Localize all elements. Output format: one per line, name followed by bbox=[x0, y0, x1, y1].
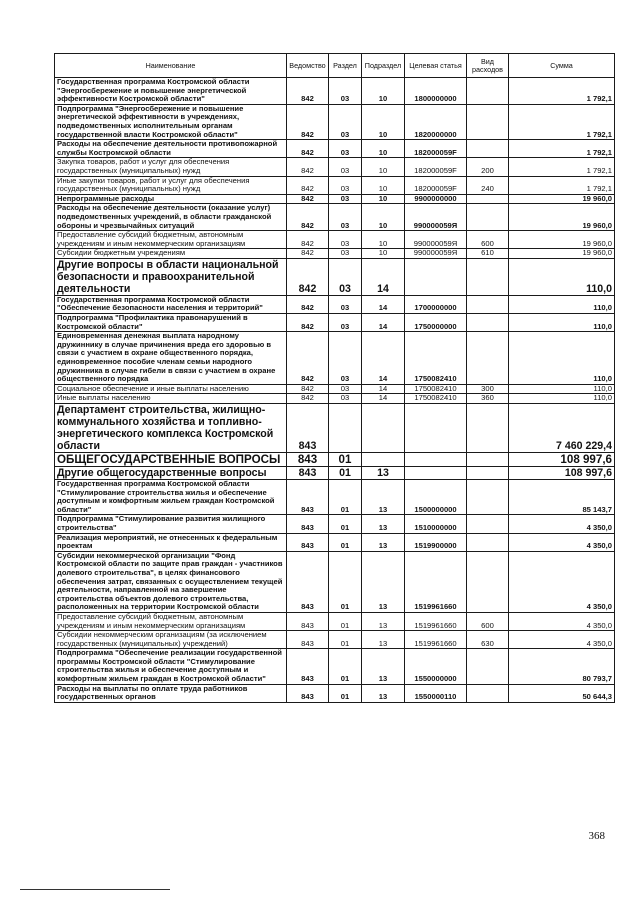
cell-celevaya-statya: 1519961660 bbox=[405, 631, 467, 649]
table-row bbox=[55, 140, 615, 158]
header-celevaya-statya: Целевая статья bbox=[405, 54, 467, 78]
cell-razdel: 01 bbox=[329, 533, 362, 551]
cell-podrazdel: 14 bbox=[362, 314, 405, 332]
cell-podrazdel: 13 bbox=[362, 467, 405, 480]
cell-razdel: 03 bbox=[329, 314, 362, 332]
cell-vedomstvo: 842 bbox=[287, 176, 329, 194]
header-podrazdel: Подраздел bbox=[362, 54, 405, 78]
table-row bbox=[55, 533, 615, 551]
cell-celevaya-statya bbox=[405, 404, 467, 453]
cell-podrazdel: 10 bbox=[362, 194, 405, 204]
cell-razdel: 03 bbox=[329, 384, 362, 394]
cell-celevaya-statya bbox=[405, 453, 467, 467]
table-row bbox=[55, 551, 615, 612]
cell-podrazdel: 14 bbox=[362, 394, 405, 404]
cell-name: Государственная программа Костромской области "Энергосбережение и повышение энергетической эффективности Костромской области" bbox=[55, 78, 287, 105]
cell-podrazdel: 10 bbox=[362, 104, 405, 139]
cell-name: ОБЩЕГОСУДАРСТВЕННЫЕ ВОПРОСЫ bbox=[55, 453, 287, 467]
cell-podrazdel: 10 bbox=[362, 176, 405, 194]
cell-vid-rashodov bbox=[467, 533, 509, 551]
cell-summa: 19 960,0 bbox=[509, 204, 615, 231]
cell-summa: 19 960,0 bbox=[509, 249, 615, 259]
cell-vedomstvo: 843 bbox=[287, 684, 329, 702]
cell-celevaya-statya: 1820000000 bbox=[405, 104, 467, 139]
table-row bbox=[55, 158, 615, 176]
cell-vid-rashodov bbox=[467, 194, 509, 204]
cell-podrazdel: 13 bbox=[362, 515, 405, 533]
cell-podrazdel: 10 bbox=[362, 249, 405, 259]
cell-celevaya-statya bbox=[405, 467, 467, 480]
cell-vedomstvo: 843 bbox=[287, 631, 329, 649]
cell-razdel: 01 bbox=[329, 612, 362, 630]
cell-razdel: 03 bbox=[329, 78, 362, 105]
table-row bbox=[55, 649, 615, 684]
cell-vedomstvo: 843 bbox=[287, 551, 329, 612]
cell-vid-rashodov bbox=[467, 551, 509, 612]
cell-razdel: 03 bbox=[329, 158, 362, 176]
table-row bbox=[55, 104, 615, 139]
table-row bbox=[55, 231, 615, 249]
cell-summa: 1 792,1 bbox=[509, 78, 615, 105]
cell-razdel: 01 bbox=[329, 684, 362, 702]
cell-summa: 110,0 bbox=[509, 295, 615, 313]
cell-name: Субсидии некоммерческой организации "Фонд Костромской области по защите прав граждан - участников долевого строительства", в целях финансового обеспечения затрат, связанных с осуществлением текущей деятельности, направленной на завершение строительства объектов долевого строительства, расположенных на территории Костромской области bbox=[55, 551, 287, 612]
cell-vedomstvo: 842 bbox=[287, 258, 329, 295]
cell-celevaya-statya: 990000059Я bbox=[405, 231, 467, 249]
cell-summa: 4 350,0 bbox=[509, 631, 615, 649]
cell-vedomstvo: 843 bbox=[287, 612, 329, 630]
cell-podrazdel: 13 bbox=[362, 649, 405, 684]
header-summa: Сумма bbox=[509, 54, 615, 78]
cell-razdel: 01 bbox=[329, 631, 362, 649]
cell-razdel: 03 bbox=[329, 204, 362, 231]
cell-vid-rashodov bbox=[467, 314, 509, 332]
cell-celevaya-statya: 1750082410 bbox=[405, 394, 467, 404]
cell-name: Иные выплаты населению bbox=[55, 394, 287, 404]
cell-razdel: 03 bbox=[329, 104, 362, 139]
table-row bbox=[55, 332, 615, 385]
cell-vid-rashodov bbox=[467, 140, 509, 158]
cell-podrazdel: 14 bbox=[362, 332, 405, 385]
cell-name: Социальное обеспечение и иные выплаты населению bbox=[55, 384, 287, 394]
cell-podrazdel: 10 bbox=[362, 140, 405, 158]
cell-vid-rashodov bbox=[467, 480, 509, 515]
table-row bbox=[55, 515, 615, 533]
cell-vedomstvo: 842 bbox=[287, 231, 329, 249]
cell-summa: 108 997,6 bbox=[509, 453, 615, 467]
cell-podrazdel: 13 bbox=[362, 551, 405, 612]
cell-summa: 110,0 bbox=[509, 258, 615, 295]
cell-vid-rashodov bbox=[467, 78, 509, 105]
cell-celevaya-statya: 1550000000 bbox=[405, 649, 467, 684]
header-vid-rashodov: Вид расходов bbox=[467, 54, 509, 78]
cell-vedomstvo: 843 bbox=[287, 404, 329, 453]
cell-name: Расходы на выплаты по оплате труда работников государственных органов bbox=[55, 684, 287, 702]
cell-vid-rashodov: 600 bbox=[467, 612, 509, 630]
cell-name: Предоставление субсидий бюджетным, автономным учреждениям и иным некоммерческим организациям bbox=[55, 612, 287, 630]
cell-name: Субсидии бюджетным учреждениям bbox=[55, 249, 287, 259]
cell-vedomstvo: 843 bbox=[287, 533, 329, 551]
cell-name: Иные закупки товаров, работ и услуг для обеспечения государственных (муниципальных) нужд bbox=[55, 176, 287, 194]
cell-name: Реализация мероприятий, не отнесенных к федеральным проектам bbox=[55, 533, 287, 551]
cell-razdel: 03 bbox=[329, 194, 362, 204]
cell-podrazdel: 10 bbox=[362, 78, 405, 105]
cell-summa: 110,0 bbox=[509, 384, 615, 394]
cell-vedomstvo: 842 bbox=[287, 204, 329, 231]
cell-vedomstvo: 843 bbox=[287, 649, 329, 684]
cell-podrazdel: 13 bbox=[362, 684, 405, 702]
cell-vid-rashodov bbox=[467, 104, 509, 139]
cell-summa: 4 350,0 bbox=[509, 551, 615, 612]
table-row bbox=[55, 612, 615, 630]
cell-razdel: 01 bbox=[329, 515, 362, 533]
cell-vedomstvo: 842 bbox=[287, 78, 329, 105]
cell-vid-rashodov bbox=[467, 258, 509, 295]
cell-vedomstvo: 842 bbox=[287, 140, 329, 158]
cell-vid-rashodov: 360 bbox=[467, 394, 509, 404]
cell-podrazdel: 14 bbox=[362, 295, 405, 313]
cell-celevaya-statya: 1550000110 bbox=[405, 684, 467, 702]
header-razdel: Раздел bbox=[329, 54, 362, 78]
cell-celevaya-statya: 182000059F bbox=[405, 140, 467, 158]
cell-celevaya-statya: 182000059F bbox=[405, 158, 467, 176]
table-header-row bbox=[55, 54, 615, 78]
cell-celevaya-statya: 1519961660 bbox=[405, 612, 467, 630]
cell-vid-rashodov: 610 bbox=[467, 249, 509, 259]
cell-summa: 4 350,0 bbox=[509, 515, 615, 533]
cell-summa: 19 960,0 bbox=[509, 231, 615, 249]
cell-vedomstvo: 843 bbox=[287, 515, 329, 533]
cell-podrazdel bbox=[362, 404, 405, 453]
table-row bbox=[55, 249, 615, 259]
table-row bbox=[55, 684, 615, 702]
cell-vid-rashodov: 200 bbox=[467, 158, 509, 176]
table-row bbox=[55, 394, 615, 404]
cell-vid-rashodov bbox=[467, 332, 509, 385]
cell-vedomstvo: 842 bbox=[287, 295, 329, 313]
cell-summa: 110,0 bbox=[509, 394, 615, 404]
table-row bbox=[55, 258, 615, 295]
cell-celevaya-statya: 1510000000 bbox=[405, 515, 467, 533]
cell-podrazdel: 13 bbox=[362, 480, 405, 515]
table-row bbox=[55, 78, 615, 105]
cell-vid-rashodov bbox=[467, 467, 509, 480]
cell-vedomstvo: 842 bbox=[287, 384, 329, 394]
cell-vedomstvo: 842 bbox=[287, 394, 329, 404]
cell-celevaya-statya: 1800000000 bbox=[405, 78, 467, 105]
cell-podrazdel: 10 bbox=[362, 204, 405, 231]
cell-vid-rashodov bbox=[467, 204, 509, 231]
cell-summa: 1 792,1 bbox=[509, 140, 615, 158]
cell-name: Подпрограмма "Стимулирование развития жилищного строительства" bbox=[55, 515, 287, 533]
cell-celevaya-statya: 9900000000 bbox=[405, 194, 467, 204]
cell-vid-rashodov bbox=[467, 649, 509, 684]
table-row bbox=[55, 404, 615, 453]
table-row bbox=[55, 314, 615, 332]
cell-name: Другие общегосударственные вопросы bbox=[55, 467, 287, 480]
cell-razdel: 01 bbox=[329, 453, 362, 467]
cell-summa: 1 792,1 bbox=[509, 176, 615, 194]
table-row bbox=[55, 204, 615, 231]
cell-vedomstvo: 843 bbox=[287, 453, 329, 467]
cell-celevaya-statya: 1500000000 bbox=[405, 480, 467, 515]
table-row bbox=[55, 631, 615, 649]
cell-razdel: 03 bbox=[329, 140, 362, 158]
cell-podrazdel: 14 bbox=[362, 384, 405, 394]
cell-summa: 4 350,0 bbox=[509, 533, 615, 551]
cell-podrazdel: 13 bbox=[362, 612, 405, 630]
cell-summa: 108 997,6 bbox=[509, 467, 615, 480]
cell-vid-rashodov bbox=[467, 404, 509, 453]
cell-vid-rashodov: 600 bbox=[467, 231, 509, 249]
cell-name: Предоставление субсидий бюджетным, автономным учреждениям и иным некоммерческим организациям bbox=[55, 231, 287, 249]
cell-vedomstvo: 842 bbox=[287, 332, 329, 385]
cell-razdel: 03 bbox=[329, 249, 362, 259]
cell-celevaya-statya: 1750082410 bbox=[405, 384, 467, 394]
cell-razdel: 01 bbox=[329, 551, 362, 612]
cell-summa: 85 143,7 bbox=[509, 480, 615, 515]
cell-vedomstvo: 842 bbox=[287, 314, 329, 332]
cell-summa: 1 792,1 bbox=[509, 104, 615, 139]
cell-celevaya-statya: 990000059Я bbox=[405, 204, 467, 231]
cell-celevaya-statya bbox=[405, 258, 467, 295]
table-row bbox=[55, 453, 615, 467]
cell-summa: 50 644,3 bbox=[509, 684, 615, 702]
cell-razdel: 03 bbox=[329, 258, 362, 295]
cell-celevaya-statya: 990000059Я bbox=[405, 249, 467, 259]
cell-summa: 7 460 229,4 bbox=[509, 404, 615, 453]
cell-name: Расходы на обеспечение деятельности противопожарной службы Костромской области bbox=[55, 140, 287, 158]
cell-name: Департамент строительства, жилищно-коммунального хозяйства и топливно-энергетического комплекса Костромской области bbox=[55, 404, 287, 453]
cell-celevaya-statya: 1519961660 bbox=[405, 551, 467, 612]
cell-summa: 1 792,1 bbox=[509, 158, 615, 176]
cell-razdel: 01 bbox=[329, 467, 362, 480]
cell-celevaya-statya: 1519900000 bbox=[405, 533, 467, 551]
table-row bbox=[55, 480, 615, 515]
cell-podrazdel bbox=[362, 453, 405, 467]
footnote-rule bbox=[20, 889, 170, 890]
cell-name: Непрограммные расходы bbox=[55, 194, 287, 204]
cell-podrazdel: 13 bbox=[362, 631, 405, 649]
cell-vid-rashodov: 630 bbox=[467, 631, 509, 649]
cell-summa: 110,0 bbox=[509, 314, 615, 332]
cell-summa: 80 793,7 bbox=[509, 649, 615, 684]
cell-podrazdel: 14 bbox=[362, 258, 405, 295]
cell-razdel: 03 bbox=[329, 332, 362, 385]
cell-name: Субсидии некоммерческим организациям (за исключением государственных (муниципальных) учреждений) bbox=[55, 631, 287, 649]
cell-razdel: 01 bbox=[329, 649, 362, 684]
cell-celevaya-statya: 182000059F bbox=[405, 176, 467, 194]
cell-vedomstvo: 843 bbox=[287, 480, 329, 515]
cell-vedomstvo: 842 bbox=[287, 104, 329, 139]
cell-vid-rashodov bbox=[467, 295, 509, 313]
cell-vid-rashodov bbox=[467, 453, 509, 467]
cell-name: Расходы на обеспечение деятельности (оказание услуг) подведомственных учреждений, в области гражданской обороны и чрезвычайных ситуаций bbox=[55, 204, 287, 231]
budget-table bbox=[54, 53, 615, 703]
table-row bbox=[55, 295, 615, 313]
cell-podrazdel: 10 bbox=[362, 231, 405, 249]
header-name: Наименование bbox=[55, 54, 287, 78]
cell-name: Другие вопросы в области национальной безопасности и правоохранительной деятельности bbox=[55, 258, 287, 295]
cell-vedomstvo: 842 bbox=[287, 194, 329, 204]
cell-name: Подпрограмма "Обеспечение реализации государственной программы Костромской области "Стимулирование строительства жилья и обеспечение доступным и комфортным жильем граждан в Костромской области" bbox=[55, 649, 287, 684]
table-row bbox=[55, 176, 615, 194]
cell-name: Государственная программа Костромской области "Обеспечение безопасности населения и территорий" bbox=[55, 295, 287, 313]
cell-razdel: 03 bbox=[329, 231, 362, 249]
cell-name: Закупка товаров, работ и услуг для обеспечения государственных (муниципальных) нужд bbox=[55, 158, 287, 176]
cell-celevaya-statya: 1700000000 bbox=[405, 295, 467, 313]
cell-celevaya-statya: 1750082410 bbox=[405, 332, 467, 385]
cell-razdel: 01 bbox=[329, 480, 362, 515]
cell-summa: 110,0 bbox=[509, 332, 615, 385]
cell-vid-rashodov: 240 bbox=[467, 176, 509, 194]
cell-vid-rashodov: 300 bbox=[467, 384, 509, 394]
cell-vedomstvo: 842 bbox=[287, 158, 329, 176]
cell-podrazdel: 10 bbox=[362, 158, 405, 176]
table-row bbox=[55, 467, 615, 480]
cell-name: Подпрограмма "Энергосбережение и повышение энергетической эффективности в учреждениях, подведомственных исполнительным органам государственной власти Костромской области" bbox=[55, 104, 287, 139]
cell-name: Единовременная денежная выплата народному дружиннику в случае причинения вреда его здоровью в связи с участием в охране общественного порядка, единовременное пособие членам семьи народного дружинника в случае гибели в связи с участием в охране общественного порядка bbox=[55, 332, 287, 385]
cell-razdel bbox=[329, 404, 362, 453]
header-vedomstvo: Ведомство bbox=[287, 54, 329, 78]
cell-celevaya-statya: 1750000000 bbox=[405, 314, 467, 332]
page-number: 368 bbox=[588, 830, 605, 842]
cell-name: Государственная программа Костромской области "Стимулирование строительства жилья и обеспечение доступным и комфортным жильем граждан Костромской области" bbox=[55, 480, 287, 515]
cell-vid-rashodov bbox=[467, 515, 509, 533]
cell-vedomstvo: 843 bbox=[287, 467, 329, 480]
cell-summa: 19 960,0 bbox=[509, 194, 615, 204]
cell-razdel: 03 bbox=[329, 176, 362, 194]
cell-razdel: 03 bbox=[329, 295, 362, 313]
cell-razdel: 03 bbox=[329, 394, 362, 404]
cell-name: Подпрограмма "Профилактика правонарушений в Костромской области" bbox=[55, 314, 287, 332]
cell-summa: 4 350,0 bbox=[509, 612, 615, 630]
cell-vedomstvo: 842 bbox=[287, 249, 329, 259]
cell-podrazdel: 13 bbox=[362, 533, 405, 551]
cell-vid-rashodov bbox=[467, 684, 509, 702]
